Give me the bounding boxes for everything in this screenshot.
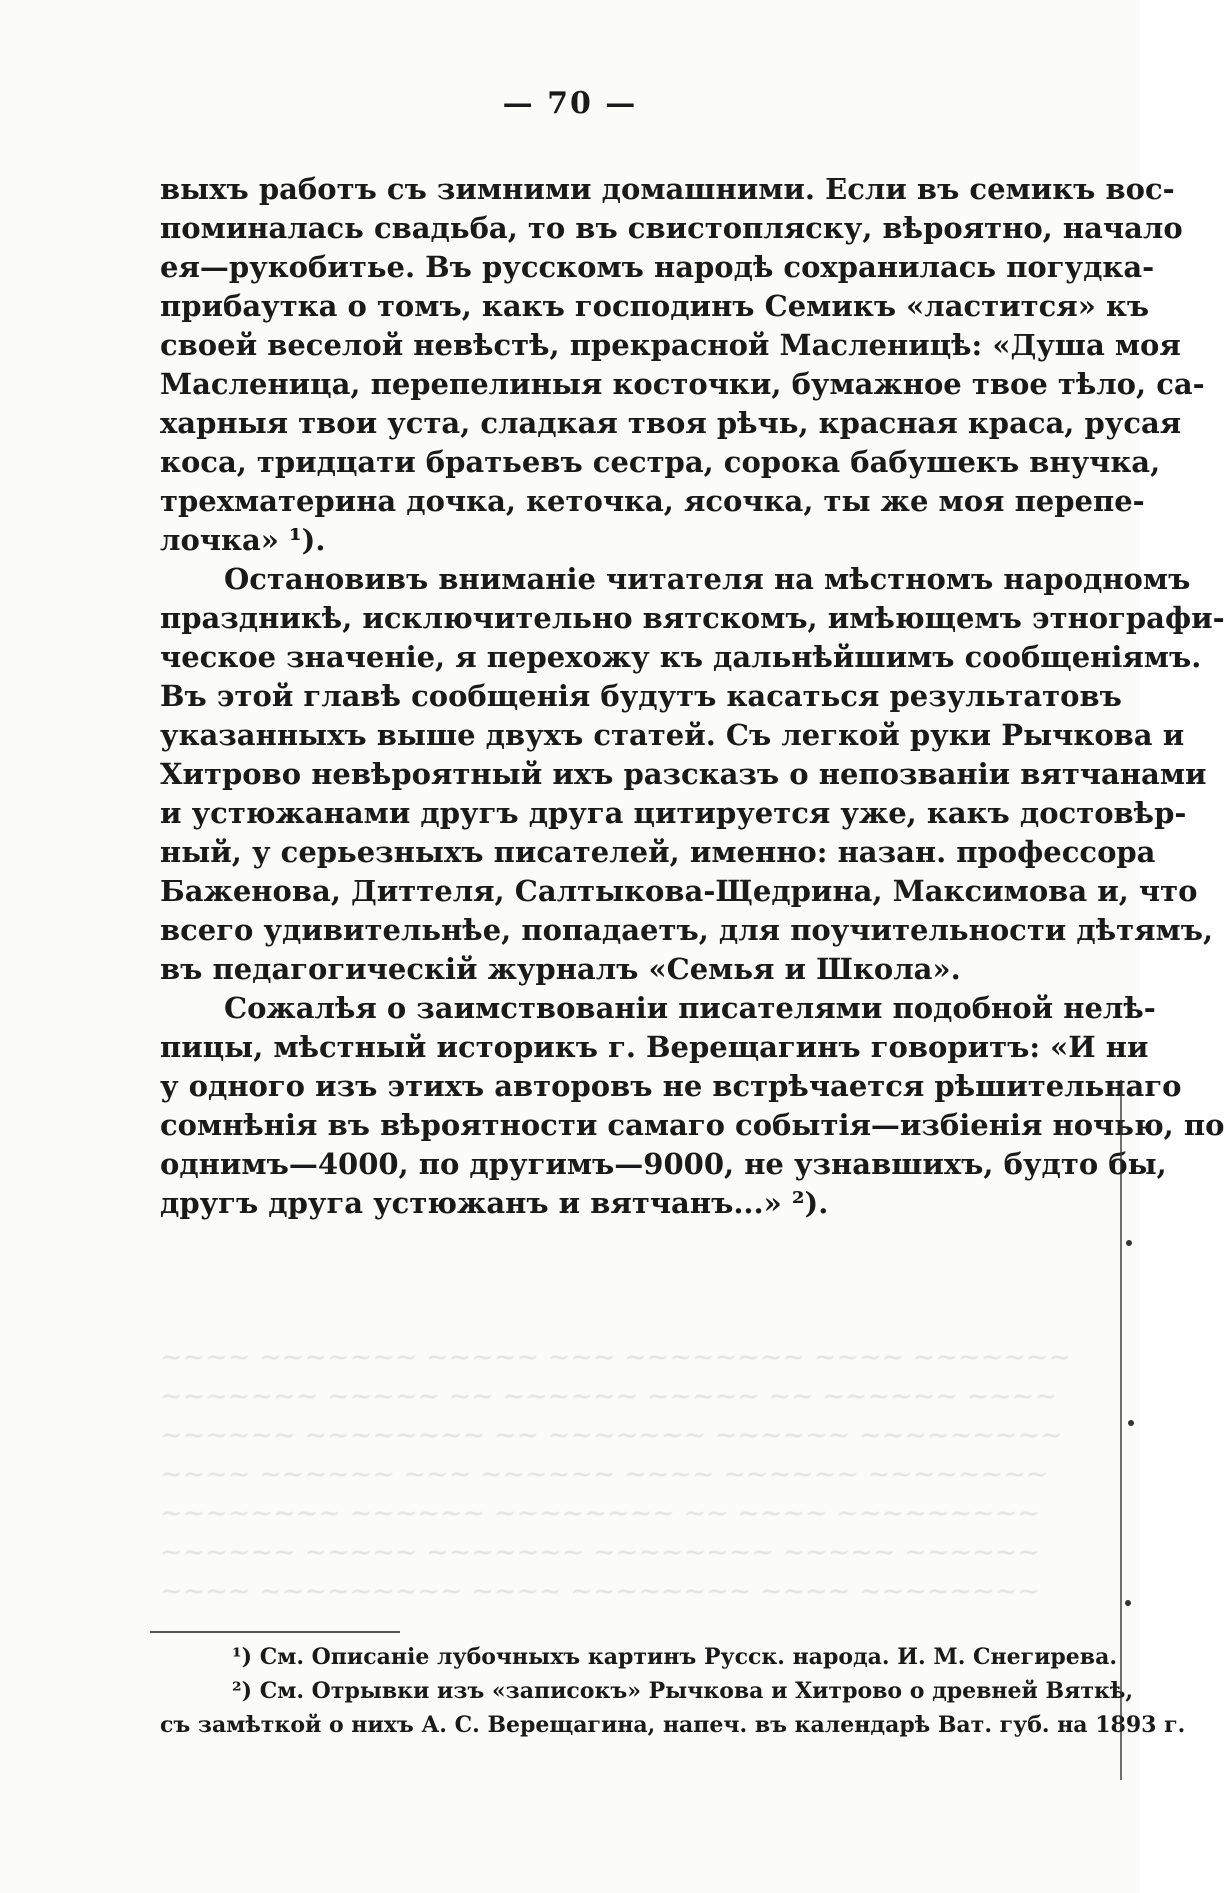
scan-speck: [1125, 1600, 1131, 1606]
text-line: другъ друга устюжанъ и вятчанъ...» ²).: [160, 1186, 829, 1220]
text-line: Хитрово невѣроятный ихъ разсказъ о непозваніи вятчанами: [160, 757, 1207, 791]
bleed-through-line: ~~~~~~ ~~~~~ ~~~~~~~ ~~~~~~~~ ~~~~~ ~~~~~~: [160, 1537, 1040, 1568]
text-line: харныя твои уста, сладкая твоя рѣчь, красная краса, русая: [160, 406, 1182, 440]
text-line: пицы, мѣстный историкъ г. Верещагинъ говоритъ: «И ни: [160, 1030, 1149, 1064]
page-edge-shadow: [1120, 1080, 1136, 1780]
footnote-line: ¹) См. Описаніе лубочныхъ картинъ Русск. народа. И. М. Снегирева.: [232, 1644, 1117, 1670]
scan-speck: [1126, 1240, 1132, 1246]
bleed-through-line: ~~~~ ~~~~~~~~~ ~~~~ ~~~~~~~~ ~~~~ ~~~~~~~~: [160, 1576, 1040, 1607]
text-line: сомнѣнія въ вѣроятности самаго событія—избіенія ночью, по: [160, 1108, 1225, 1142]
text-line: прибаутка о томъ, какъ господинъ Семикъ «ластится» къ: [160, 289, 1150, 323]
footnote-line: съ замѣткой о нихъ А. С. Верещагина, напеч. въ календарѣ Ват. губ. на 1893 г.: [160, 1712, 1186, 1738]
text-line: трехматерина дочка, кеточка, ясочка, ты же моя перепе-: [160, 484, 1145, 518]
text-line: поминалась свадьба, то въ свистопляску, вѣроятно, начало: [160, 211, 1183, 245]
text-line: лочка» ¹).: [160, 523, 326, 557]
bleed-through-line: ~~~~ ~~~~~~~ ~~~~~ ~~~ ~~~~~~~~ ~~~~ ~~~~~~~: [160, 1342, 1072, 1373]
bleed-through-area: [160, 1338, 1090, 1611]
text-line: выхъ работъ съ зимними домашними. Если въ семикъ вос-: [160, 172, 1175, 206]
text-line: Баженова, Диттеля, Салтыкова-Щедрина, Максимова и, что: [160, 874, 1198, 908]
footnote-line: ²) См. Отрывки изъ «записокъ» Рычкова и Хитрово о древней Вяткѣ,: [232, 1678, 1133, 1704]
scan-speck: [1128, 1420, 1134, 1426]
bleed-through-line: ~~~~~~~~ ~~~~~~ ~~~~~~~~ ~~ ~~~~ ~~~~~~~~~: [160, 1498, 1040, 1529]
page-number: — 70 —: [502, 86, 638, 121]
text-line: коса, тридцати братьевъ сестра, сорока бабушекъ внучка,: [160, 445, 1161, 479]
text-line: праздникѣ, исключительно вятскомъ, имѣющемъ этнографи-: [160, 601, 1225, 635]
text-line: ческое значеніе, я перехожу къ дальнѣйшимъ сообщеніямъ.: [160, 640, 1202, 674]
text-line: у одного изъ этихъ авторовъ не встрѣчается рѣшительнаго: [160, 1069, 1182, 1103]
text-line: однимъ—4000, по другимъ—9000, не узнавшихъ, будто бы,: [160, 1147, 1167, 1181]
paragraph-start-line: Сожалѣя о заимствованіи писателями подобной нелѣ-: [224, 991, 1156, 1025]
paragraph-start-line: Остановивъ вниманіе читателя на мѣстномъ народномъ: [224, 562, 1191, 596]
footnote-separator: [150, 1631, 400, 1633]
text-line: Въ этой главѣ сообщенія будутъ касаться результатовъ: [160, 679, 1122, 713]
text-line: ный, у серьезныхъ писателей, именно: назан. профессора: [160, 835, 1156, 869]
bleed-through-line: ~~~~ ~~~~~~ ~~~ ~~~~~~ ~~~~ ~~~~~~ ~~~~~~~~: [160, 1459, 1049, 1490]
text-line: указанныхъ выше двухъ статей. Съ легкой руки Рычкова и: [160, 718, 1185, 752]
text-line: и устюжанами другъ друга цитируется уже, какъ достовѣр-: [160, 796, 1187, 830]
footnotes: [160, 1640, 1186, 1742]
body-text: [160, 170, 1225, 1223]
text-line: ея—рукобитье. Въ русскомъ народѣ сохранилась погудка-: [160, 250, 1155, 284]
text-line: всего удивительнѣе, попадаетъ, для поучительности дѣтямъ,: [160, 913, 1214, 947]
text-line: Масленица, перепелиныя косточки, бумажное твое тѣло, са-: [160, 367, 1205, 401]
text-line: въ педагогическій журналъ «Семья и Школа».: [160, 952, 961, 986]
bleed-through-line: ~~~~~~ ~~~~~~~~ ~~ ~~~~~~~ ~~~~~~ ~~~~~~~~~: [160, 1420, 1063, 1451]
bleed-through-line: ~~~~~~~ ~~~~~ ~~ ~~~~~~ ~~~~~ ~~ ~~~~~~ ~~~~: [160, 1381, 1058, 1412]
text-line: своей веселой невѣстѣ, прекрасной Масленицѣ: «Душа моя: [160, 328, 1181, 362]
